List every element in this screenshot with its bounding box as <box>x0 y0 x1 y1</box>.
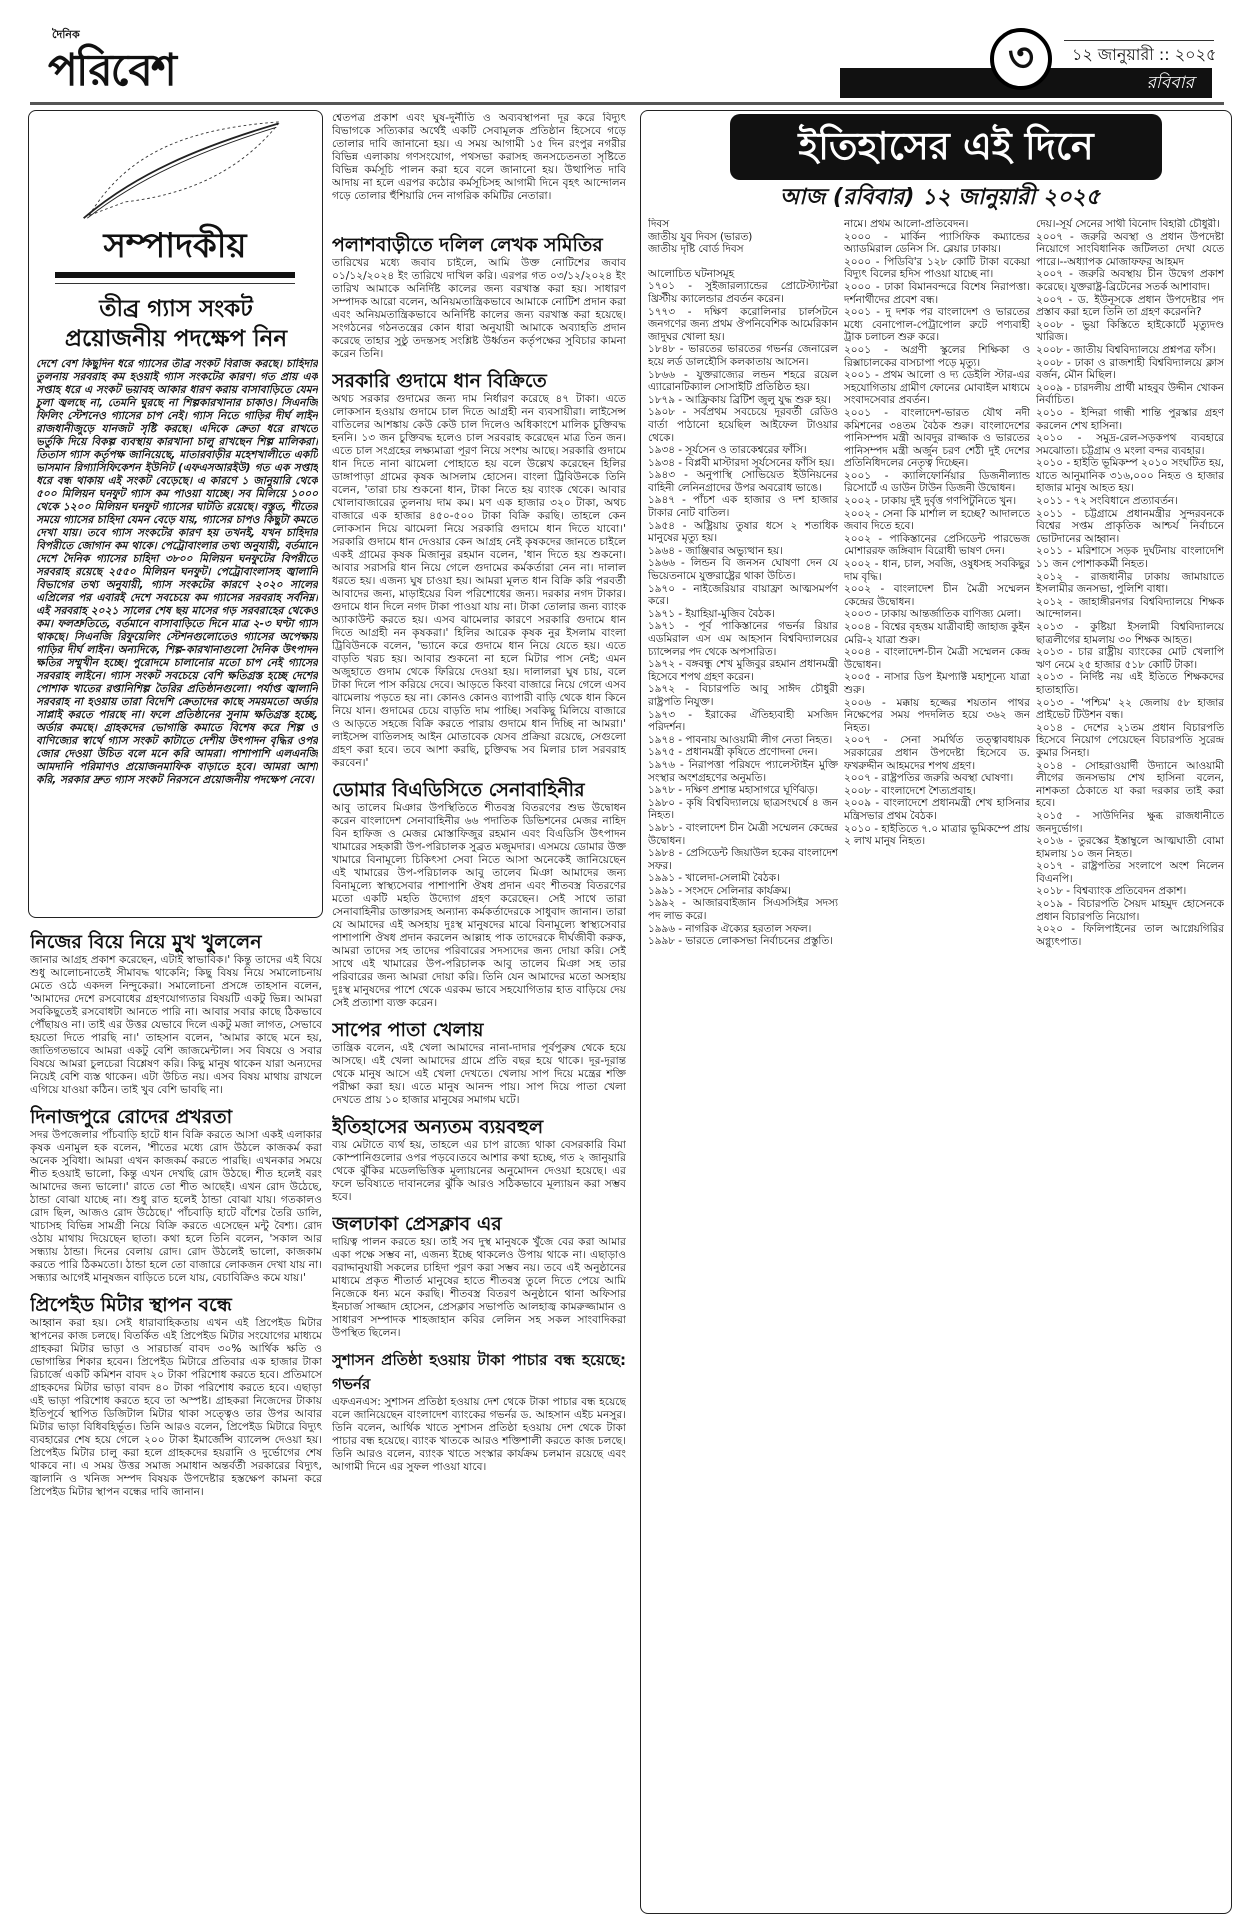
article <box>30 930 322 1097</box>
article <box>332 1348 626 1474</box>
history-event: ২০১৩ - চার রাষ্ট্রীয় ব্যাংকের মোট খেলাপি ঋণ নেমে ২৫ হাজার ৫১৮ কোটি টাকা। <box>1036 646 1224 671</box>
history-event: দেয়।-সূর্য সেনের সাথী বিনোদ বিহারী চৌধুরী। <box>1036 218 1220 230</box>
history-event: ২০১৮ - বিশ্বব্যাংক প্রতিবেদন প্রকাশ। <box>1036 885 1187 898</box>
days-label: দিবস <box>648 218 670 230</box>
history-event: ১৯৮০ - কৃষি বিশ্ববিদ্যালয়ে ছাত্রসংঘর্ষে ৪ জন নিহত। <box>648 796 838 822</box>
day-item: জাতীয় যুব দিবস (ভারত) <box>648 230 753 243</box>
editorial-headline-line1: তীব্র গ্যাস সংকট <box>99 296 253 322</box>
history-event: ১৯৭৬ - নিরাপত্তা পরিষদে প্যালেস্টাইন মুক্তি সংস্থার অংশগ্রহণের অনুমতি। <box>648 758 838 784</box>
article-headline: ডোমার বিএডিসিতে সেনাবাহিনীর <box>332 779 585 801</box>
editorial-headline <box>36 294 316 354</box>
history-event: ২০০১ - ক্যালিফোর্নিয়ার ডিজনীল্যান্ড রিসোর্টে এ ডাউন টাউন ডিজনী উদ্বোধন। <box>844 469 1030 495</box>
history-event: ২০০০ - ঢাকা বিমানবন্দরে বিশেষ নিরাপত্তা। দর্শনার্থীদের প্রবেশ বন্ধ। <box>844 280 1030 306</box>
history-event: ১৯০৮ - সর্বপ্রথম সবচেয়ে দূরবর্তী রেডিও বার্তা পাঠানো হয়েছিল আইফেল টাওয়ার থেকে। <box>648 406 838 444</box>
article-body: জানার আগ্রহ প্রকাশ করেছেন, এটাই স্বাভাবিক।' কিন্তু তাদের এই বিয়ে শুধু আলোচনাতেই সীমাবদ্ধ থাকেনি; কিছু বিষয় নিয়ে সমালোচনায় মেতে ওঠে একদল নিন্দুকেরা। সমালোচনা প্রসঙ্গে তাহসান বলেন, 'আমাদের দেশে রসবোধের গ্রহণযোগ্যতার বিষয়টি একটু ভিন্ন। আমরা সবকিছুতেই রসবোধটা আনতে পারি না। আবার সবার কাছে ঠিকভাবে পৌঁছায়ও না। তাই এর উত্তর যেভাবে দিলে একটু মজা লাগত, সেভাবে হয়তো দিতে পারছি না।' তাহসান বলেন, 'আমার কাছে মনে হয়, জাতিগতভাবে আমরা একটু বেশি জাজমেন্টাল। সব বিষয়ে ও সবার বিষয়ে আমরা চুলচেরা বিশ্লেষণ করি। কিছু মানুষ থাকেন যারা অন্যদের নিয়েই বেশি ব্যস্ত থাকেন। এটা উচিত নয়। এসব বিষয় মাথায় রাখলে এগিয়ে যাওয়া কঠিন। তাই খুব বেশি ভাবছি না। <box>30 954 322 1096</box>
history-event: ১৮৭৯ - আফ্রিকায় ব্রিটিশ জুলু যুদ্ধ শুরু হয়। <box>648 393 831 406</box>
article-body: দায়িত্ব পালন করতে হয়। তাই সব দুস্থ মানুষকে খুঁজে বের করা আমার একা পক্ষে সম্ভব না, এজন্য ইচ্ছে থাকলেও উপায় থাকে না। এছাড়াও বরাদ্দানুযায়ী সকলের চাহিদা পূরণ করা সম্ভব নয়। তবে এই অনুষ্ঠানের মাধ্যমে প্রকৃত শীতার্ত মানুষের হাতে শীতবস্ত্র তুলে দিতে পেয়ে আমি নিজেকে ধন্য মনে করছি। শীতবস্ত্র বিতরণ অনুষ্ঠানে থানা অফিসার ইনচার্জ সাজ্জাদ হোসেন, প্রেসক্লাব সভাপতি আলহাজ্ব কামরুজ্জামান ও সাধারণ সম্পাদক শাহজাহান কবির লেলিন সহ সকল সাংবাদিকরা উপস্থিত ছিলেন। <box>332 1236 626 1339</box>
history-event: ২০১২ - রাজধানীর ঢাকায় জামায়াতে ইসলামীর জনসভা, পুলিশি বাধা। <box>1036 570 1224 596</box>
column-2 <box>332 112 626 1912</box>
issue-date: ১২ জানুয়ারী :: ২০২৫ <box>1064 40 1214 65</box>
history-event: ২০০১ - প্রথম আলো ও দ্য ডেইলি স্টার-এর সহযোগিতায় গ্রামীণ ফোনের মোবাইল মাধ্যমে সংবাদসেবার প্রবর্তন। <box>844 369 1030 407</box>
history-event: ২০০৪ - বাংলাদেশ-চীন মৈত্রী সম্মেলন কেন্দ্র উদ্বোধন। <box>844 646 1030 671</box>
history-event: ১৯৮১ - বাংলাদেশ চীন মৈত্রী সম্মেলন কেন্দ্রের উদ্বোধন। <box>648 821 838 847</box>
article <box>332 1212 626 1340</box>
history-column-2 <box>844 218 1030 1908</box>
article <box>30 1105 322 1285</box>
quill-leaf-icon <box>60 120 300 220</box>
history-event: ১৯৬৬ - লিন্ডন বি জনসন ঘোষণা দেন যে ভিয়েতনামে যুক্তরাষ্ট্রের থাকা উচিত। <box>648 557 838 583</box>
history-subtitle: আজ (রবিবার) ১২ জানুয়ারী ২০২৫ <box>779 185 1101 210</box>
history-event: ২০০৮ - ঢাকা ও রাজশাহী বিশ্ববিদ্যালয়ে ক্লাস বর্জন, মৌন মিছিল। <box>1036 356 1224 382</box>
history-event: ১৯৫৪ - অষ্ট্রিয়ায় তুষার ধসে ২ শতাধিক মানুষের মৃত্যু হয়। <box>648 519 838 545</box>
article-headline: ইতিহাসের অন্যতম ব্যয়বহুল <box>332 1116 544 1138</box>
history-event: ২০০৪ - বিশ্বের বৃহত্তম যাত্রীবাহী জাহাজ কুইন মেরি-২ যাত্রা শুরু। <box>844 621 1030 646</box>
masthead-rule <box>30 102 1224 105</box>
article-headline: সরকারি গুদামে ধান বিক্রিতে <box>332 370 547 392</box>
history-event: ১৭০১ - সুইজারল্যান্ডের প্রোটেস্ট্যান্টরা খ্রিস্টীয় ক্যালেন্ডার প্রবর্তন করেন। <box>648 280 838 305</box>
article-headline: সাপের পাতা খেলায় <box>332 1019 484 1041</box>
history-event: ১৭৭৩ - দক্ষিণ করোলিনার চার্লসটনে জনগণের জন্য প্রথম ঔপনিবেশিক আমেরিকান জাদুঘর খোলা হয়। <box>648 305 838 343</box>
history-event: ১৯৬৪ - জাঞ্জিবার অভ্যুত্থান হয়। <box>648 544 783 557</box>
history-event: ১৯৭৩ - ইরাকের ঐতিহ্যবাহী মসজিদ পরিদর্শন। <box>648 708 838 734</box>
history-event: ২০০০ - মার্কিন প্যাসিফিক কম্যান্ডের অ্যাডমিরাল ডেনিস সি. ব্লেয়ার ঢাকায়। <box>844 230 1030 256</box>
history-event: ২০১৭ - রাষ্ট্রপতির সংলাপে অংশ নিলেন বিএনপি। <box>1036 860 1224 885</box>
day-item: জাতীয় দৃষ্টি বোর্ড দিবস <box>648 243 744 256</box>
history-event: ১৮৪৮ - ভারতের ভারতের গভর্নর জেনারেল হয়ে লর্ড ডালহৌসি কলকাতায় আসেন। <box>648 343 838 368</box>
history-event: ২০১১ - চট্টগ্রামে প্রধানমন্ত্রীর সুন্দরবনকে বিশ্বের সপ্তম প্রাকৃতিক আশ্চর্য নির্বাচনে ভোটদানের আহ্বান। <box>1036 507 1224 545</box>
history-event: ২০১১ - মরিশাসে সড়ক দুর্ঘটনায় বাংলাদেশি ১১ জন পোশাককর্মী নিহত। <box>1036 545 1224 571</box>
history-event: ২০১০ - হাইতি ভূমিকম্প ২০১০ সংঘটিত হয়, যাতে আনুমানিক ৩১৬,০০০ নিহত ও হাজার হাজার মানুষ আহত হয়। <box>1036 457 1224 495</box>
history-event: নামে। প্রথম আলো-প্রতিবেদন। <box>844 218 969 230</box>
history-event: ১৯৭২ - বিচারপতি আবু সাঈদ চৌধুরী রাষ্ট্রপতি নিযুক্ত। <box>648 683 838 708</box>
history-event: ২০০১ - অগ্রণী স্কুলের শিক্ষিকা ও রিক্সাচালকের বাসচাপা পড়ে মৃত্যু। <box>844 343 1030 369</box>
history-event: ২০০২ - সেনা কি মার্শাল ল হচ্ছে? আদালতে জবাব দিতে হবে। <box>844 507 1030 533</box>
history-event: ২০১৯ - বিচারপতি সৈয়দ মাহমুদ হোসেনকে প্রধান বিচারপতি নিয়োগ। <box>1036 898 1224 923</box>
article-headline: পলাশবাড়ীতে দলিল লেখক সমিতির <box>332 234 603 256</box>
history-event: ১৯৭২ - বঙ্গবন্ধু শেখ মুজিবুর রহমান প্রধানমন্ত্রী হিসেবে শপথ গ্রহণ করেন। <box>648 658 838 683</box>
article-headline: জলঢাকা প্রেসক্লাব এর <box>332 1213 502 1235</box>
article-headline: দিনাজপুরে রোদের প্রখরতা <box>30 1106 233 1128</box>
history-event: ২০০৮ - বাংলাদেশে শৈত্যপ্রবাহ। <box>844 784 976 797</box>
history-event: ১৯৭৫ - প্রধানমন্ত্রী কৃষিতে প্রণোদনা দেন। <box>648 746 818 759</box>
article <box>332 778 626 1010</box>
history-event: ২০০৩ - ঢাকায় আন্তর্জাতিক বাণিজ্য মেলা। <box>844 608 1022 621</box>
article-headline: নিজের বিয়ে নিয়ে মুখ খুললেন <box>30 931 262 953</box>
history-event: ২০০৭ - জরুরি অবস্থায় চীন উদ্বেগ প্রকাশ করেছে। যুক্তরাষ্ট্র-ব্রিটেনের সতর্ক আশাবাদ। <box>1036 268 1224 293</box>
history-event: ২০০৭ - জরুরি অবস্থা ও প্রধান উপদেষ্টা নিয়োগে সাংবিধানিক জটিলতা দেখা যেতে পারে।--অধ্যাপক মোজাফফর আহমদ <box>1036 230 1224 268</box>
history-event: ১৯৪৭ - পাঁচশ এক হাজার ও দশ হাজার টাকার নোট বাতিল। <box>648 494 838 520</box>
masthead-prefix: দৈনিক <box>52 28 80 41</box>
history-event: ১৯৯১ - সংসদে সেলিনার কার্যক্রম। <box>648 884 791 897</box>
history-event: ১৯৯২ - আজারবাইজান সিএসসিইর সদস্য পদ লাভ করে। <box>648 897 838 923</box>
article-body: তান্ত্রিক বলেন, এই খেলা আমাদের নানা-দাদার পূর্বপুরুষ থেকে হয়ে আসছে। এই খেলা আমাদের গ্রামে প্রতি বছর হয়ে থাকে। দূর-দূরান্ত থেকে মানুষ আসে এই খেলা দেখতে। খেলায় সাপ দিয়ে মন্ত্রের শক্তি পরীক্ষা করা হয়। এতে মানুষ আনন্দ পায়। সাপ দিয়ে পাতা খেলা দেখতে প্রায় ১০ হাজার মানুষের সমাগম ঘটে। <box>332 1042 626 1106</box>
history-event: ২০১০ - সমুদ্র-রেল-সড়কপথ ব্যবহারে সমঝোতা। চট্টগ্রাম ও মংলা বন্দর ব্যবহার। <box>1036 432 1224 457</box>
history-event: ২০১১ - ৭২ সংবিধানে প্রত্যাবর্তন। <box>1036 495 1178 508</box>
history-event: ২০১৬ - তুরস্কের ইস্তাম্বুলে আত্মঘাতী বোমা হামলায় ১০ জন নিহত। <box>1036 835 1224 860</box>
history-event: ২০১৪ - দেশের ২১তম প্রধান বিচারপতি হিসেবে নিয়োগ পেয়েছেন বিচারপতি সুরেন্দ্র কুমার সিনহা। <box>1036 721 1224 759</box>
history-event: ২০০১ - দু দশক পর বাংলাদেশ ও ভারতের মধ্যে বেনাপোল-পেট্রাপোল রুটে পণ্যবাহী ট্রাক চলাচল শুরু করে। <box>844 306 1030 344</box>
history-event: ২০১৪ - সোহরাওয়ার্দী উদ্যানে আওয়ামী লীগের জনসভায় শেখ হাসিনা বলেন, নাশকতা ঠেকাতে যা করা দরকার তাই করা হবে। <box>1036 759 1224 810</box>
history-event: ১৯৪৩ - অনুপাস্থি সোভিয়েত ইউনিয়নের বাহিনী লেনিনগ্রাদের উপর অবরোধ ভাঙে। <box>648 469 838 494</box>
history-event: ২০০৭ - ড. ইউনূসকে প্রধান উপদেষ্টার পদ প্রস্তাব করা হলে তিনি তা গ্রহণ করেননি? <box>1036 293 1224 319</box>
history-event: ২০১৫ - সাউদিনির ক্ষুব্ধ রাজধানীতে জনদুর্ভোগ। <box>1036 809 1224 835</box>
page-number: ৩ <box>990 28 1052 90</box>
editorial-headline-line2: প্রয়োজনীয় পদক্ষেপ নিন <box>64 326 288 352</box>
article <box>30 1293 322 1499</box>
article-body: শ্বেতপত্র প্রকাশ এবং ঘুষ-দুর্নীতি ও অব্যবস্থাপনা দূর করে বিদ্যুৎ বিভাগকে সত্যিকার অর্থেই একটি সেবামূলক প্রতিষ্ঠান হিসেবে গড়ে তোলার দাবি জানানো হয়। এ সময় আগামী ১৫ দিন রংপুর নগরীর বিভিন্ন এলাকায় গণসংযোগ, পথসভা করাসহ জনসচেতনতা সৃষ্টিতে বিভিন্ন কর্মসূচি পালন করা হবে বলে জানানো হয়। উত্থাপিত দাবি আদায় না হলে এরপর কঠোর কর্মসূচিসহ আগামী দিনে বৃহৎ আন্দোলন গড়ে তোলার হুঁশিয়ারি দেন নাগরিক কমিটির নেতারা। <box>332 112 626 202</box>
spacer <box>648 256 838 268</box>
events-label: আলোচিত ঘটনাসমূহ <box>648 267 735 280</box>
history-event: ১৯৭১ - পূর্ব পাকিস্তানের গভর্নর রিয়ার এডমিরাল এস এম আহসান বিশ্ববিদ্যালয়ের চ্যান্সেলর পদ থেকে অপসারিত। <box>648 620 838 658</box>
divider <box>55 272 295 278</box>
history-event: ২০০৮ - জাতীয় বিশ্ববিদ্যালয়ে প্রশ্নপত্র ফাঁস। <box>1036 343 1216 356</box>
history-event: ১৯৭৪ - পাবনায় আওয়ামী লীগ নেতা নিহত। <box>648 733 833 746</box>
editorial-section-title: সম্পাদকীয় <box>103 226 247 266</box>
article-body: অথচ সরকার গুদামের জন্য দাম নির্ধারণ করেছে ৪৭ টাকা। এতে লোকসান হওয়ায় গুদামে চাল দিতে আগ্রহী নন ব্যবসায়ীরা। লাইসেন্স বাতিলের আশঙ্কায় কেউ কেউ চাল দিলেও অধিকাংশে মালিক চুক্তিবদ্ধ হননি। ১৩ জন চুক্তিবদ্ধ হলেও চাল সরবরাহ করেছেন মাত্র তিন জন। এতে চাল সংগ্রহের লক্ষ্যমাত্রা পূরণ নিয়ে সংশয় আছে। সরকারি গুদামে ধান দিতে নানা ঝামেলা পোহাতে হয় বলে উল্লেখ করেছেন হিলির ডাঙ্গাপাড়া গ্রামের কৃষক আসলাম হোসেন। বাংলা ট্রিবিউনকে তিনি বলেন, 'তারা চায় শুকনো ধান, টাকা নিতে হয় ব্যাংক থেকে। আবার খোলাবাজারের তুলনায় দাম কম। মণ এক হাজার ৩২০ টাকা, অথচ বাজারে এক হাজার ৪৫০-৫০০ টাকা বিক্রি করছি। তাহলে কেন লোকসান দিয়ে ঝামেলা নিয়ে সরকারি গুদামে ধান দিতে যাবো।' সরকারি গুদামে ধান দেওয়ার কেন আগ্রহ নেই কৃষকদের জানতে চাইলে একই গ্রামের কৃষক মিজানুর রহমান বলেন, 'ধান দিতে হয় শুকনো। আবার সরাসরি ধান নিয়ে গেলে গুদামের কর্মকর্তারা নেন না। দালাল ধরতে হয়। এজন্য ঘুষ চাওয়া হয়। আমরা মূলত ধান বিক্রি করি পরবর্তী আবাদের জন্য, মাড়াইয়ের বিল পরিশোধের জন্য। দরকার নগদ টাকার। গুদামে ধান দিলে নগদ টাকা পাওয়া যায় না। টাকা তোলার জন্য ব্যাংক অ্যাকাউন্ট করতে হয়। এসব ঝামেলার কারণে সরকারি গুদামে ধান দিতে আগ্রহী নন কৃষকরা।' হিলির আরেক কৃষক নুর ইসলাম বাংলা ট্রিবিউনকে বলেন, 'ভ্যানে করে গুদামে ধান নিয়ে যেতে হয়। এতে বাড়তি খরচ হয়। আবার শুকনো না হলে মিটার পাস নেই; এমন অজুহাতে গুদাম থেকে ফিরিয়ে দেওয়া হয়। দালালরা ঘুষ চায়, বলে টাকা দিলে পাস করিয়ে দেবে। আড়তে কিংবা বাজারে নিয়ে গেলে এসব ঝামেলায় পড়তে হয় না। কোনও কোনও ব্যাপারী বাড়ি থেকে ধান কিনে নিয়ে যান। গুদামের চেয়ে বাড়তি দাম পাচ্ছি। সবকিছু মিলিয়ে বাজারে ও আড়তে সহজে বিক্রি করতে পারায় গুদামে ধান দিচ্ছি না আমরা।' লাইসেন্স বাতিলসহ আইন মোতাবেক যেসব প্রক্রিয়া রয়েছে, সেগুলো গ্রহণ করা হবে। তবে আশা করছি, চুক্তিবদ্ধ সব মিলার চাল সরবরাহ করবেন।' <box>332 393 626 769</box>
history-event: ১৯৯১ - খালেদা-সেলামী বৈঠক। <box>648 872 780 885</box>
article-body: এফএনএস: সুশাসন প্রতিষ্ঠা হওয়ায় দেশ থেকে টাকা পাচার বন্ধ হয়েছে বলে জানিয়েছেন বাংলাদেশ ব্যাংকের গভর্নর ড. আহসান এইচ মনসুর। তিনি বলেন, আর্থিক খাতে সুশাসন প্রতিষ্ঠা হওয়ায় দেশ থেকে টাকা পাচার বন্ধ হয়েছে। ব্যাংক খাতকে আরও শক্তিশালী করতে কাজ চলছে। তিনি আরও বলেন, ব্যাংক খাতে সংস্কার কার্যক্রম চলমান রয়েছে এবং আগামী দিনে এর সুফল পাওয়া যাবে। <box>332 1396 626 1473</box>
history-event: ২০১২ - জাহাঙ্গীরনগর বিশ্ববিদ্যালয়ে শিক্ষক আন্দোলন। <box>1036 595 1224 621</box>
history-event: ২০০৭ - সেনা সমর্থিত তত্ত্বাবধায়ক সরকারের প্রধান উপদেষ্টা হিসেবে ড. ফখরুদ্দীন আহমদের শপথ গ্রহণ। <box>844 734 1030 772</box>
history-event: ২০১০ - ইন্দিরা গান্ধী শান্তি পুরস্কার গ্রহণ করলেন শেখ হাসিনা। <box>1036 406 1224 432</box>
history-event: ২০০২ - ধান, চাল, সবজি, ওষুধসহ সবকিছুর দাম বৃদ্ধি। <box>844 558 1030 583</box>
history-event: ২০০৬ - মক্কায় হজ্জের শয়তান পাথর নিক্ষেপের সময় পদদলিত হয়ে ৩৬২ জন নিহত। <box>844 696 1030 734</box>
history-event: ২০১৩ - 'পশ্চিম' ২২ জেলায় ৫৮ হাজার প্রাইভেট টিউশন বন্ধ। <box>1036 696 1224 722</box>
newspaper-logo: পরিবেশ <box>48 45 175 96</box>
article-body: আহ্বান করা হয়। সেই ধারাবাহিকতায় এখন এই প্রিপেইড মিটার স্থাপনের কাজ চলছে। বিতর্কিত এই প্রিপেইড মিটার সংযোগের মাধ্যমে গ্রাহকরা মিটার ভাড়া ও সারচার্জ বাবদ ৩০% আর্থিক ক্ষতি ও ভোগান্তির শিকার হবেন। প্রিপেইড মিটারে প্রতিবার এক হাজার টাকা রিচার্জে একটি কমিশন বাবদ ২০ টাকা পরিশোধ করতে হবে। প্রতিমাসে গ্রাহকদের মিটার ভাড়া বাবদ ৪০ টাকা পরিশোধ করতে হবে। এছাড়া এই ভাড়া পরিশোধ করতে হবে তা অস্পষ্ট। গ্রাহকরা নিজেদের টাকায় ইতিপূর্বে স্থাপিত ডিজিটাল মিটার থাকা সত্ত্বেও তার উপর আবার মিটার ভাড়া বিধিবহির্ভূত। তিনি আরও বলেন, প্রিপেইড মিটারে বিদ্যুৎ ব্যবহারের শেষ হয়ে গেলে ২০০ টাকা ইমার্জেন্সি ব্যালেন্স দেওয়া হয়। প্রিপেইড মিটার চালু করা হলে গ্রাহকদের হয়রানি ও দুর্ভোগের শেষ থাকবে না। এ সময় উত্তর সমাজ সমাধান অন্তর্বর্তী সরকারের বিদ্যুৎ, জ্বালানি ও খনিজ সম্পদ বিষয়ক উপদেষ্টার হস্তক্ষেপ কামনা করে প্রিপেইড মিটার স্থাপন বন্ধের দাবি জানান। <box>30 1317 322 1498</box>
divider <box>55 283 295 284</box>
editorial-body: দেশে বেশ কিছুদিন ধরে গ্যাসের তীব্র সংকট বিরাজ করছে। চাহিদার তুলনায় সরবরাহ কম হওয়াই গ্যাস সংকটের কারণ। গত প্রায় এক সপ্তাহ ধরে এ সংকট ভয়াবহ আকার ধারণ করায় বাসাবাড়িতে যেমন চুলা জ্বলছে না, তেমনি ঘুরছে না শিল্পকারখানার চাকাও। সিএনজি ফিলিং স্টেশনেও গ্যাসের চাপ নেই। গ্যাস নিতে গাড়ির দীর্ঘ লাইন রাজধানীজুড়ে যানজট সৃষ্টি করছে। এদিকে ক্রেতা ধরে রাখতে ভর্তুকি দিয়ে বিকল্প ব্যবস্থায় কারখানা চালু রাখছেন শিল্প মালিকরা। তিতাস গ্যাস কর্তৃপক্ষ জানিয়েছে, মাতারবাড়ীর মহেশখালীতে একটি ভাসমান রিগ্যাসিফিকেশন ইউনিট (এফএসআরইউ) গত এক সপ্তাহ ধরে বন্ধ থাকায় এই সংকট বেড়েছে। এ কারণে ১ জানুয়ারি থেকে ৫০০ মিলিয়ন ঘনফুট গ্যাস কম পাওয়া যাচ্ছে। সব মিলিয়ে ১০০০ থেকে ১২০০ মিলিয়ন ঘনফুট গ্যাসের ঘাটতি রয়েছে। বস্তুত, শীতের সময়ে গ্যাসের চাহিদা যেমন বেড়ে যায়, গ্যাসের চাপও কিছুটা কমতে দেখা যায়। তবে গ্যাস সংকটের কারণ হয় তখনই, যখন চাহিদার বিপরীতে জোগান কম থাকে। পেট্রোবাংলার তথ্য অনুযায়ী, বর্তমানে দেশে দৈনিক গ্যাসের চাহিদা ৩৮০০ মিলিয়ন ঘনফুটের বিপরীতে সরবরাহ রয়েছে ২৫৫০ মিলিয়ন ঘনফুট। পেট্রোবাংলাসহ জ্বালানি বিভাগের তথ্য অনুযায়ী, গ্যাস সংকটের কারণে ২০২০ সালের এপ্রিলের পর এবারই দেশে সবচেয়ে কম গ্যাসের সরবরাহ সর্বনিম্ন। এই সরবরাহ ২০২১ সালের শেষ ছয় মাসের গড় সরবরাহের থেকেও কম। ফলশ্রুতিতে, বর্তমানে বাসাবাড়িতে দিনে মাত্র ২-৩ ঘণ্টা গ্যাস থাকছে। সিএনজি রিফুয়েলিং স্টেশনগুলোতেও গ্যাসের অপেক্ষায় গাড়ির দীর্ঘ লাইন। অন্যদিকে, শিল্প-কারখানাগুলো দৈনিক উৎপাদন ক্ষতির সম্মুখীন হচ্ছে। পুরোদমে চালানোর মতো চাপ নেই গ্যাসের সরবরাহ লাইনে। গ্যাস সংকট সবচেয়ে বেশি ক্ষতিগ্রস্ত হচ্ছে দেশের পোশাক খাতের রপ্তানিশিল্প তৈরির প্রতিষ্ঠানগুলো। পর্যাপ্ত জ্বালানি সরবরাহ না হওয়ায় তারা বিদেশি ক্রেতাদের কাছে সময়মতো অর্ডার সাপ্লাই করতে পারছে না। ফলে প্রতিষ্ঠানের সুনাম ক্ষতিগ্রস্ত হচ্ছে, অর্ডার কমছে। গ্রাহকদের ভোগান্তি কমাতে বিশেষ করে শিল্প ও বাণিজ্যের স্বার্থে গ্যাস সংকট কাটাতে দেশীয় উৎপাদন বৃদ্ধির ওপর জোর দেওয়া উচিত বলে মনে করি আমরা। পাশাপাশি এলএনজি আমদানি পরিমাণও প্রয়োজনমাফিক বাড়াতে হবে। আমরা আশা করি, সরকার দ্রুত গ্যাস সংকট নিরসনে প্রয়োজনীয় পদক্ষেপ নেবে। <box>36 358 318 786</box>
history-event: ২০১৩ - কুষ্টিয়া ইসলামী বিশ্ববিদ্যালয়ে ছাত্রলীগের হামলায় ৩০ শিক্ষক আহত। <box>1036 621 1224 646</box>
history-event: ২০০২ - বাংলাদেশ চীন মৈত্রী সম্মেলন কেন্দ্রের উদ্বোধন। <box>844 583 1030 608</box>
history-event: ১৯৭০ - নাইজেরিয়ার বায়াফ্রা আত্মসমর্পণ করে। <box>648 582 838 608</box>
history-event: ১৯৩৪ - সূর্যসেন ও তারকেশ্বরের ফাঁসি। <box>648 444 807 457</box>
history-event: ১৯৭৮ - দক্ষিণ প্রশান্ত মহাসাগরে ঘূর্ণিঝড়। <box>648 784 818 797</box>
history-event: ১৯৮৪ - প্রেসিডেন্ট জিয়াউল হকের বাংলাদেশ সফর। <box>648 847 838 872</box>
article <box>332 112 626 203</box>
history-event: ২০০৭ - রাষ্ট্রপতির জরুরি অবস্থা ঘোষণা। <box>844 772 1014 785</box>
article-headline: সুশাসন প্রতিষ্ঠা হওয়ায় টাকা পাচার বন্ধ হয়েছে: গভর্নর <box>332 1351 626 1393</box>
history-event: ২০২০ - ফিলিপাইনের তাল আগ্নেয়গিরির অগ্ন্যুৎপাত। <box>1036 923 1224 948</box>
history-event: ২০০২ - পাকিস্তানের প্রেসিডেন্ট পারভেজ মোশাররফ জঙ্গিবাদ বিরোধী ভাষণ দেন। <box>844 532 1030 558</box>
history-event: ২০১০ - হাইতিতে ৭.০ মাত্রার ভূমিকম্পে প্রায় ২ লাখ মানুষ নিহত। <box>844 822 1030 848</box>
article <box>332 1018 626 1107</box>
day-label: রবিবার <box>840 68 1212 98</box>
history-banner: ইতিহাসের এই দিনে <box>730 114 1162 180</box>
article-body: ব্যয় মেটাতে ব্যর্থ হয়, তাহলে এর চাপ রাজ্যে থাকা বেসরকারি বিমা কোম্পানিগুলোর ওপর পড়বে।তবে আশার কথা হচ্ছে, গত ২ জানুয়ারি থেকে ঝুঁকির মডেলভিত্তিক মূল্যায়নের অনুমোদন দেওয়া হয়েছে। এর ফলে ভবিষ্যতে দাবানলের ঝুঁকি আরও সঠিকভাবে মূল্যায়ন করা সম্ভব হবে। <box>332 1139 626 1203</box>
history-event: ২০০৫ - নাসার ডিপ ইমপ্যাক্ট মহাশূন্যে যাত্রা শুরু। <box>844 671 1030 696</box>
article-body: সদর উপজেলার পাঁচবাড়ি হাটে ধান বিক্রি করতে আসা একই এলাকার কৃষক এনামুল হক বলেন, 'শীতের মধ্যে রোদ উঠলে কাজকর্ম করা অনেক সুবিধা। আমরা এখন কাজকর্ম করতে পারছি। এখনকার সময়ে শীত হওয়াই ভালো, কিন্তু এখন দেখছি রোদ উঠছে। শীত হলেই বরং আমাদের জন্য ভালো।' রাতে তো শীত আছেই। এখন রোদ উঠেছে, ঠান্ডা বোঝা যাচ্ছে না। শুধু রাত হলেই ঠান্ডা বোঝা যায়। গতকালও রোদ ছিল, আজও রোদ উঠেছে।' পাঁচবাড়ি হাটে বাঁশের তৈরি ডালি, খাচাসহ বিভিন্ন সামগ্রী নিয়ে বিক্রি করতে এসেছেন মন্টু বৈশ্য। রোদ ওঠায় মাথায় দিয়েছেন ছাতা। কথা হলে তিনি বলেন, 'সকাল আর সন্ধ্যায় ঠান্ডা। দিনের বেলায় রোদ। রোদ উঠলেই ভালো, কাজকাম করতে পারি ঠিকমতো। ঠান্ডা হলে তো বাজারে লোকজন দেখা যায় না। সন্ধ্যার আগেই মানুষজন বাড়িতে চলে যায়, বেচাবিক্রিও কমে যায়।' <box>30 1129 322 1284</box>
history-event: ২০০১ - বাংলাদেশ-ভারত যৌথ নদী কমিশনের ৩৪তম বৈঠক শুরু। বাংলাদেশের পানিসম্পদ মন্ত্রী আবদুর রাজ্জাক ও ভারতের পানিসম্পদ মন্ত্রী অর্জুন চরণ শেঠী দুই দেশের প্রতিনিধিদলের নেতৃত্ব দিচ্ছেন। <box>844 406 1030 470</box>
history-event: ১৯৯৬ - নাগরিক ঐক্যের হরতাল সফল। <box>648 922 812 935</box>
history-event: ২০০৯ - চারদলীয় প্রার্থী মাহবুব উদ্দীন খোকন নির্বাচিত। <box>1036 381 1224 407</box>
history-event: ১৯৩৪ - বিপ্লবী মাস্টারদা সূর্যসেনের ফাঁসি হয়। <box>648 456 835 469</box>
history-event: ১৯৯৮ - ভারতে লোকসভা নির্বাচনের প্রস্তুতি। <box>648 935 833 948</box>
article <box>332 369 626 770</box>
history-event: ১৯৭১ - ইয়াহিয়া-মুজিব বৈঠক। <box>648 607 775 620</box>
history-event: ২০০৮ - ভুয়া কিস্তিতে হাইকোর্টে মৃত্যুদণ্ড খারিজ। <box>1036 318 1224 344</box>
history-column-3 <box>1036 218 1224 1908</box>
column-1 <box>30 922 322 1912</box>
history-event: ২০০৯ - বাংলাদেশে প্রধানমন্ত্রী শেখ হাসিনার মন্ত্রিসভার প্রথম বৈঠক। <box>844 797 1030 822</box>
history-event: ২০১৩ - নির্দিষ্ট নয় এই ইতিতে শিক্ষকদের হাতাহাতি। <box>1036 671 1224 696</box>
history-event: ১৮৬৬ - যুক্তরাজ্যের লন্ডন শহরে রয়েল এ্যারোনটিক্যাল সোসাইটি প্রতিষ্ঠিত হয়। <box>648 368 838 394</box>
article-headline: প্রিপেইড মিটার স্থাপন বন্ধে <box>30 1294 232 1316</box>
article-body: তারিখের মধ্যে জবাব চাইলে, আমি উক্ত নোটিশের জবাব ০১/১২/২০২৪ ইং তারিখে দাখিল করি। এরপর গত ০৩/১২/২০২৪ ইং তারিখ আমাকে অনির্দিষ্ট কালের জন্য বরখাস্ত করা হয়। সাধারণ সম্পাদক আরো বলেন, অনিয়মতান্ত্রিকভাবে আমাকে নোটিশ প্রদান করা এবং অনিয়মতান্ত্রিকভাবে অনির্দিষ্ট কালের জন্য বরখাস্ত করা হয়েছে। সংগঠনের গঠনতন্ত্রের কোন ধারা অনুযায়ী আমাকে অব্যাহতি প্রদান করেছে তাহার সুষ্ঠু তদন্তসহ সংশ্লিষ্ট উর্ধ্বতন কর্তৃপক্ষের সুবিচার কামনা করেন তিনি। <box>332 257 626 360</box>
article-body: আবু তালেব মিঞার উপস্থিতিতে শীতবস্ত্র বিতরণের শুভ উদ্বোধন করেন বাংলাদেশ সেনাবাহিনীর ৬৬ পদাতিক ডিভিশনের মেজর নাহিদ বিন হাফিজ ও মেজর মোস্তাফিজুর রহমান এবং বিএডিসি উৎপাদন খামারের সহকারী উপ-পরিচালক সুব্রত মজুমদার। এসময়ে ডোমার উক্ত খামারে বিনামূল্যে চিকিৎসা সেবা নিতে আসা অনেকেই জানিয়েছেন এই খামারের উপ-পরিচালক আবু তালেব মিঞা আমাদের জন্য বিনামূল্যে স্বাস্থ্যসেবার পাশাপাশি ঔষধ প্রদান এবং শীতবস্ত্র বিতরণের মতো একটি মহতি উদ্যোগ গ্রহণ করেছেন। সেই সাথে তারা সেনাবাহিনীর ডাক্তারসহ অন্যান্য কর্মকর্তাদেরকে সাধুবাদ জানান। তারা যে আমাদের এই অসহায় দুঃস্থ মানুষদের মাঝে বিনামূল্যে স্বাস্থ্যসেবার পাশাপাশি ঔষধ প্রদান করলেন আল্লাহ পাক তাদেরকে দীর্ঘজীবী করুক, আমরা তাদের সহ তাদের পরিবারের সদস্যদের জন্য দোয়া করি। সেই সাথে এই খামারের উপ-পরিচালক আবু তালেব মিঞা সহ তার পরিবারের জন্য আমরা দোয়া করি। তিনি যেন আমাদের মতো অসহায় দুঃস্থ মানুষদের পাশে থেকে এরকম ভাবে সহযোগিতার হাত বাড়িয়ে দেয় সেই প্রত্যাশা ব্যক্ত করেন। <box>332 802 626 1009</box>
history-event: ২০০০ - পিডিবি'র ১২৮ কোটি টাকা বকেয়া বিদ্যুৎ বিলের হদিস পাওয়া যাচ্ছে না। <box>844 255 1030 281</box>
history-column-1 <box>648 218 838 1908</box>
article <box>332 1115 626 1204</box>
history-event: ২০০২ - ঢাকায় দুই দুর্বৃত্ত গণপিটুনিতে খুন। <box>844 495 1017 508</box>
article <box>332 233 626 361</box>
